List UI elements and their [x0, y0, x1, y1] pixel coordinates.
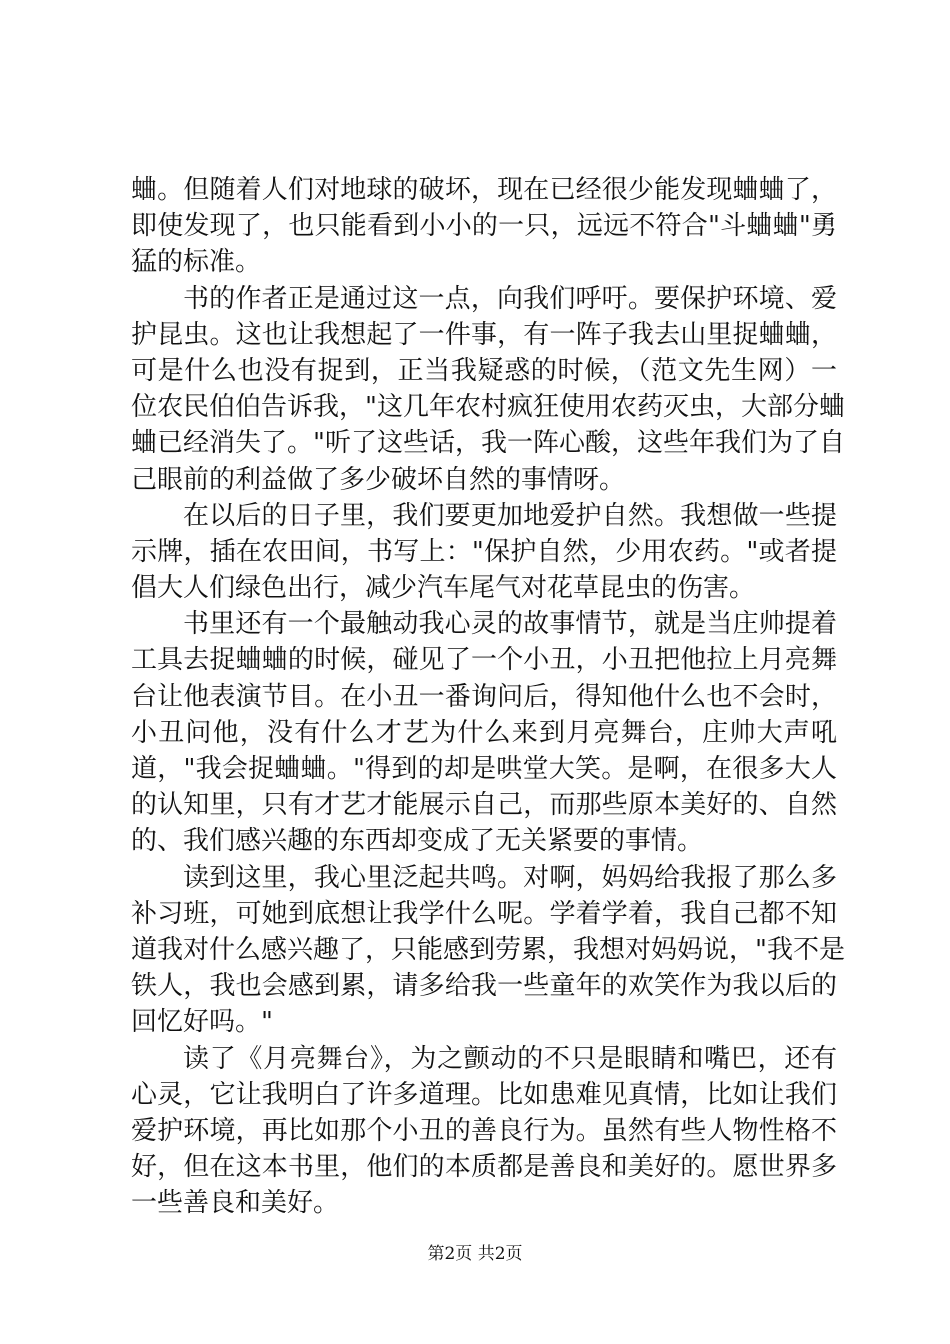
text-line: 书的作者正是通过这一点，向我们呼吁。要保护环境、爱: [183, 283, 837, 314]
page-number-indicator: 第2页 共2页: [427, 1244, 523, 1264]
text-line: 书里还有一个最触动我心灵的故事情节，就是当庄帅提着: [183, 609, 837, 640]
text-line: 心灵，它让我明白了许多道理。比如患难见真情，比如让我们: [131, 1079, 837, 1110]
text-line: 台让他表演节目。在小丑一番询问后，得知他什么也不会时，: [131, 681, 837, 712]
text-line: 工具去捉蛐蛐的时候，碰见了一个小丑，小丑把他拉上月亮舞: [131, 645, 837, 676]
text-line: 道，"我会捉蛐蛐。"得到的却是哄堂大笑。是啊，在很多大人: [131, 754, 837, 784]
text-line: 可是什么也没有捉到，正当我疑惑的时候，（范文先生网）一: [131, 355, 837, 386]
text-line: 位农民伯伯告诉我，"这几年农村疯狂使用农药灭虫，大部分蛐: [131, 392, 845, 423]
text-line: 铁人，我也会感到累，请多给我一些童年的欢笑作为我以后的: [131, 971, 837, 1002]
text-line: 蛐。但随着人们对地球的破坏，现在已经很少能发现蛐蛐了，: [131, 175, 837, 205]
paragraph: [131, 498, 837, 607]
text-line: 补习班，可她到底想让我学什么呢。学着学着，我自己都不知: [131, 898, 837, 929]
text-line: 的、我们感兴趣的东西却变成了无关紧要的事情。: [131, 826, 704, 857]
text-line: 读了《月亮舞台》，为之颤动的不只是眼睛和嘴巴，还有: [183, 1043, 837, 1074]
text-line: 好，但在这本书里，他们的本质都是善良和美好的。愿世界多: [131, 1152, 837, 1183]
text-line: 的认知里，只有才艺才能展示自己，而那些原本美好的、自然: [131, 790, 837, 821]
text-line: 倡大人们绿色出行，减少汽车尾气对花草昆虫的伤害。: [131, 573, 756, 604]
paragraph: [131, 860, 845, 1041]
paragraph: [131, 606, 837, 859]
text-line: 蛐已经消失了。"听了这些话，我一阵心酸，这些年我们为了自: [131, 428, 845, 459]
text-line: 一些善良和美好。: [131, 1188, 340, 1219]
text-line: 示牌，插在农田间，书写上："保护自然，少用农药。"或者提: [131, 536, 837, 567]
text-line: 护昆虫。这也让我想起了一件事，有一阵子我去山里捉蛐蛐，: [131, 319, 837, 350]
text-line: 道我对什么感兴趣了，只能感到劳累，我想对妈妈说，"我不是: [131, 934, 845, 965]
page-footer: [0, 1243, 950, 1265]
paragraph: [131, 172, 837, 281]
paragraph: [131, 1041, 837, 1222]
text-line: 猛的标准。: [131, 247, 262, 278]
text-line: 在以后的日子里，我们要更加地爱护自然。我想做一些提: [183, 500, 837, 531]
text-line: 回忆好吗。": [131, 1007, 273, 1038]
text-line: 爱护环境，再比如那个小丑的善良行为。虽然有些人物性格不: [131, 1115, 837, 1146]
document-body: [131, 172, 845, 1221]
text-line: 己眼前的利益做了多少破坏自然的事情呀。: [131, 464, 626, 495]
text-line: 即使发现了，也只能看到小小的一只，远远不符合"斗蛐蛐"勇: [131, 211, 837, 242]
paragraph: [131, 281, 845, 498]
text-line: 读到这里，我心里泛起共鸣。对啊，妈妈给我报了那么多: [183, 862, 837, 893]
text-line: 小丑问他，没有什么才艺为什么来到月亮舞台，庄帅大声吼: [131, 717, 837, 748]
